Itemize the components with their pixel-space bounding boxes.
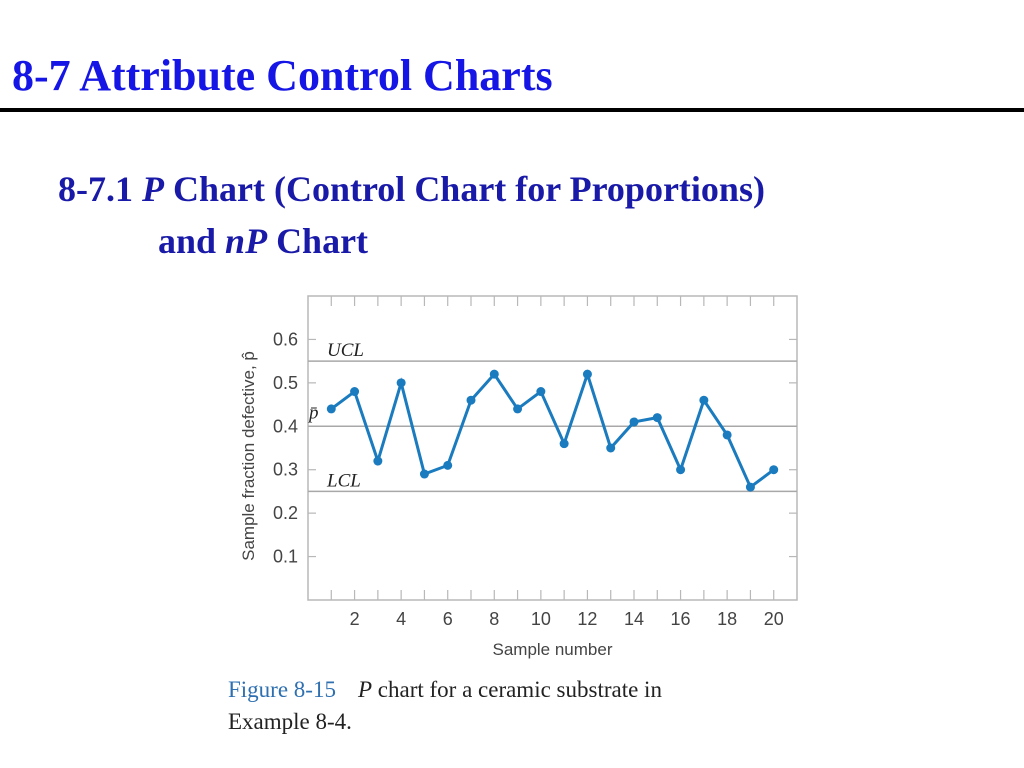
section-number: 8-7.1 xyxy=(58,169,133,209)
y-tick-label: 0.6 xyxy=(272,329,298,350)
section-np-symbol: nP xyxy=(225,221,268,261)
center-line-label: p̄ xyxy=(309,402,319,424)
section-heading-line2 xyxy=(58,215,998,267)
figure-caption xyxy=(228,674,788,738)
y-tick-label: 0.5 xyxy=(272,372,298,393)
series-line xyxy=(331,374,773,487)
data-point xyxy=(723,430,732,439)
data-point xyxy=(513,404,522,413)
data-point xyxy=(490,370,499,379)
data-point xyxy=(536,387,545,396)
p-control-chart xyxy=(220,290,820,670)
x-tick-label: 16 xyxy=(670,609,691,629)
data-point xyxy=(327,404,336,413)
reference-line-label: LCL xyxy=(327,470,361,492)
figure-label: Figure 8-15 xyxy=(228,677,336,702)
x-tick-label: 4 xyxy=(396,609,407,629)
y-tick-label: 0.1 xyxy=(272,546,298,567)
x-tick-label: 10 xyxy=(530,609,551,629)
x-tick-label: 6 xyxy=(442,609,453,629)
data-point xyxy=(397,378,406,387)
data-point xyxy=(467,396,476,405)
section-and-word: and xyxy=(158,221,217,261)
x-tick-label: 2 xyxy=(349,609,360,629)
x-tick-label: 18 xyxy=(717,609,738,629)
reference-line-label: UCL xyxy=(327,340,364,362)
section-p-symbol: P xyxy=(142,169,164,209)
data-point xyxy=(560,439,569,448)
data-point xyxy=(746,483,755,492)
caption-text-line2: Example 8-4. xyxy=(228,709,352,734)
y-tick-label: 0.2 xyxy=(272,503,298,524)
y-axis-label: Sample fraction defective, p̂ xyxy=(239,351,258,561)
section-heading xyxy=(58,163,998,267)
data-point xyxy=(606,444,615,453)
title-divider xyxy=(0,108,1024,112)
data-point xyxy=(676,465,685,474)
caption-p-symbol: P xyxy=(357,677,373,702)
x-tick-label: 8 xyxy=(489,609,500,629)
section-heading-line1: Chart (Control Chart for Proportions) xyxy=(173,169,765,209)
caption-text-line1: chart for a ceramic substrate in xyxy=(377,677,662,702)
slide-title: 8-7 Attribute Control Charts xyxy=(12,51,553,100)
data-point xyxy=(420,470,429,479)
section-chart-word: Chart xyxy=(276,221,369,261)
data-point xyxy=(653,413,662,422)
y-tick-label: 0.3 xyxy=(272,459,298,480)
data-point xyxy=(350,387,359,396)
x-tick-label: 14 xyxy=(623,609,645,629)
x-tick-label: 20 xyxy=(763,609,784,629)
data-point xyxy=(699,396,708,405)
x-axis-label: Sample number xyxy=(492,640,613,659)
data-point xyxy=(769,465,778,474)
data-point xyxy=(443,461,452,470)
data-point xyxy=(583,370,592,379)
data-point xyxy=(373,457,382,466)
y-tick-label: 0.4 xyxy=(272,416,298,437)
data-point xyxy=(630,417,639,426)
x-tick-label: 12 xyxy=(577,609,598,629)
